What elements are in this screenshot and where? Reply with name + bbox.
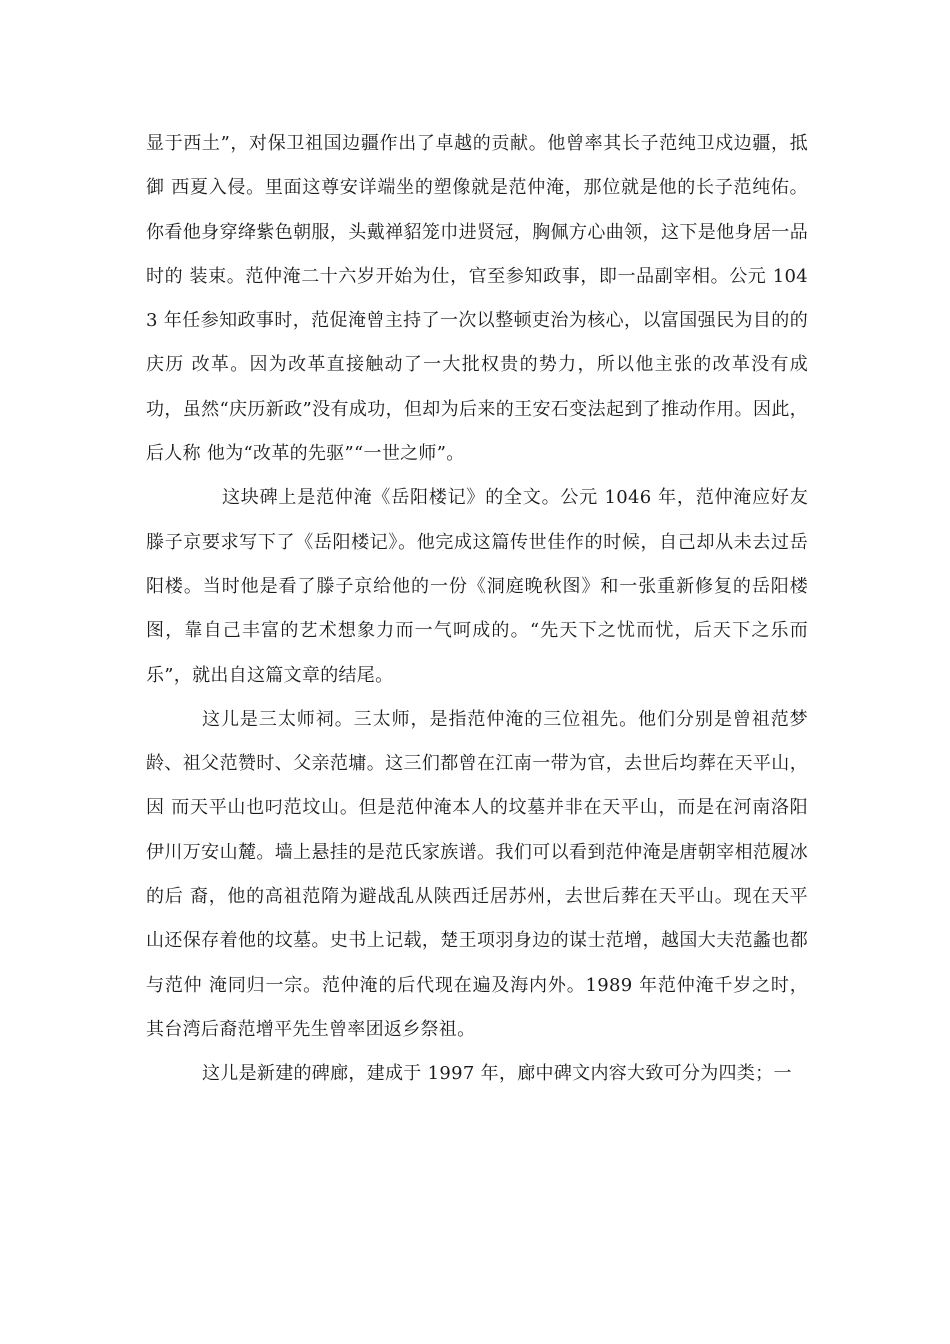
document-body [146,122,808,1097]
paragraph-san-taishi-ci: 这儿是三太师祠。三太师，是指范仲淹的三位祖先。他们分别是曾祖范梦龄、祖父范赞时、父亲范墉。这三们都曾在江南一带为官，去世后均葬在天平山，因 而天平山也叼范坟山。但是范仲淹本人的坟墓并非在天平山，而是在河南洛阳伊川万安山麓。墙上悬挂的是范氏家族谱。我们可以看到范仲淹是唐朝宰相范履冰的后 裔，他的高祖范隋为避战乱从陕西迁居苏州，去世后葬在天平山。现在天平山还保存着他的坟墓。史书上记载，楚王项羽身边的谋士范增，越国大夫范蠡也都与范仲 淹同归一宗。范仲淹的后代现在遍及海内外。1989 年范仲淹千岁之时，其台湾后裔范增平先生曾率团返乡祭祖。 [146,708,808,1040]
paragraph-yueyanglou-ji: 这块碑上是范仲淹《岳阳楼记》的全文。公元 1046 年，范仲淹应好友滕子京要求写下了《岳阳楼记》。他完成这篇传世佳作的时候，自己却从未去过岳 阳楼。当时他是看了滕子京给他的一份《洞庭晚秋图》和一张重新修复的岳阳楼图，靠自己丰富的艺术想象力而一气呵成的。“先天下之忧而忧，后天下之乐而 乐”，就出自这篇文章的结尾。 [146,487,808,686]
paragraph-fan-zhongyan-reform: 显于西土”，对保卫祖国边疆作出了卓越的贡献。他曾率其长子范纯卫戍边疆，抵御 西夏入侵。里面这尊安详端坐的塑像就是范仲淹，那位就是他的长子范纯佑。你看他身穿绛紫色朝服，头戴禅貂笼巾进贤冠，胸佩方心曲领，这下是他身居一品时的 装束。范仲淹二十六岁开始为仕，官至参知政事，即一品副宰相。公元 1043 年任参知政事时，范促淹曾主持了一次以整顿吏治为核心，以富国强民为目的的庆历 改革。因为改革直接触动了一大批权贵的势力，所以他主张的改革没有成功，虽然“庆历新政”没有成功，但却为后来的王安石变法起到了推动作用。因此，后人称 他为“改革的先驱”“一世之师”。 [146,133,808,465]
paragraph-bei-lang: 这儿是新建的碑廊，建成于 1997 年，廊中碑文内容大致可分为四类；一 [202,1063,792,1085]
